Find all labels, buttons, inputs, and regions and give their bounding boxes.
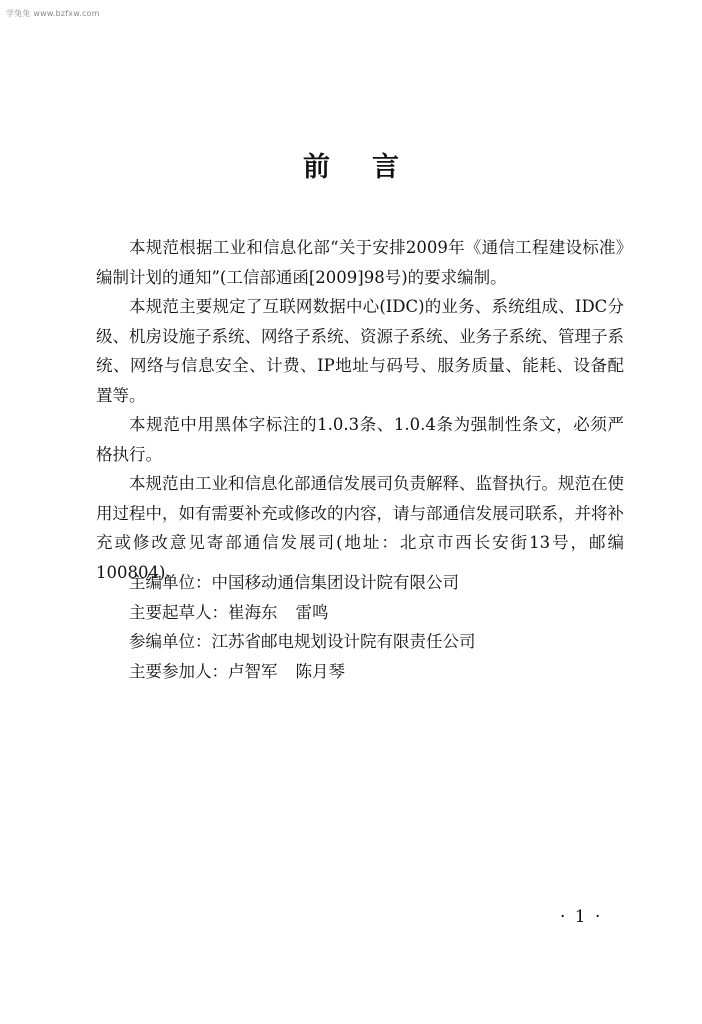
credit-participating-unit (129, 627, 476, 657)
credit-chief-unit (129, 568, 476, 598)
credits-block (129, 568, 476, 686)
paragraph-basis: 本规范根据工业和信息化部“关于安排2009年《通信工程建设标准》编制计划的通知”(工信部通函[2009]98号)的要求编制。 (96, 238, 624, 287)
preface-body (96, 233, 624, 587)
credit-value: 中国移动通信集团设计院有限公司 (211, 573, 459, 592)
paragraph-contact: 本规范由工业和信息化部通信发展司负责解释、监督执行。规范在使用过程中，如有需要补充或修改的内容，请与部通信发展司联系，并将补充或修改意见寄部通信发展司(地址：北京市西长安街13号，邮编100804)。 (96, 474, 624, 582)
watermark: 学兔兔 www.bzfxw.com (6, 9, 100, 18)
credit-name: 陈月琴 (295, 661, 345, 681)
paragraph-mandatory: 本规范中用黑体字标注的1.0.3条、1.0.4条为强制性条文，必须严格执行。 (96, 415, 624, 464)
credit-value: 江苏省邮电规划设计院有限责任公司 (211, 632, 476, 651)
credit-name: 卢智军 (228, 661, 278, 681)
credit-name: 崔海东 (228, 602, 278, 622)
credit-label: 参编单位： (129, 632, 212, 651)
credit-participants (129, 657, 476, 687)
credit-label: 主要起草人： (129, 602, 228, 622)
credit-label: 主要参加人： (129, 661, 228, 681)
credit-chief-drafters (129, 598, 476, 628)
credit-label: 主编单位： (129, 573, 212, 592)
credit-name: 雷鸣 (295, 602, 329, 622)
page-number: · 1 · (560, 907, 603, 927)
page-title: 前言 (303, 152, 441, 183)
paragraph-scope: 本规范主要规定了互联网数据中心(IDC)的业务、系统组成、IDC分级、机房设施子系统、网络子系统、资源子系统、业务子系统、管理子系统、网络与信息安全、计费、IP地址与码号、服务质量、能耗、设备配置等。 (96, 297, 624, 405)
